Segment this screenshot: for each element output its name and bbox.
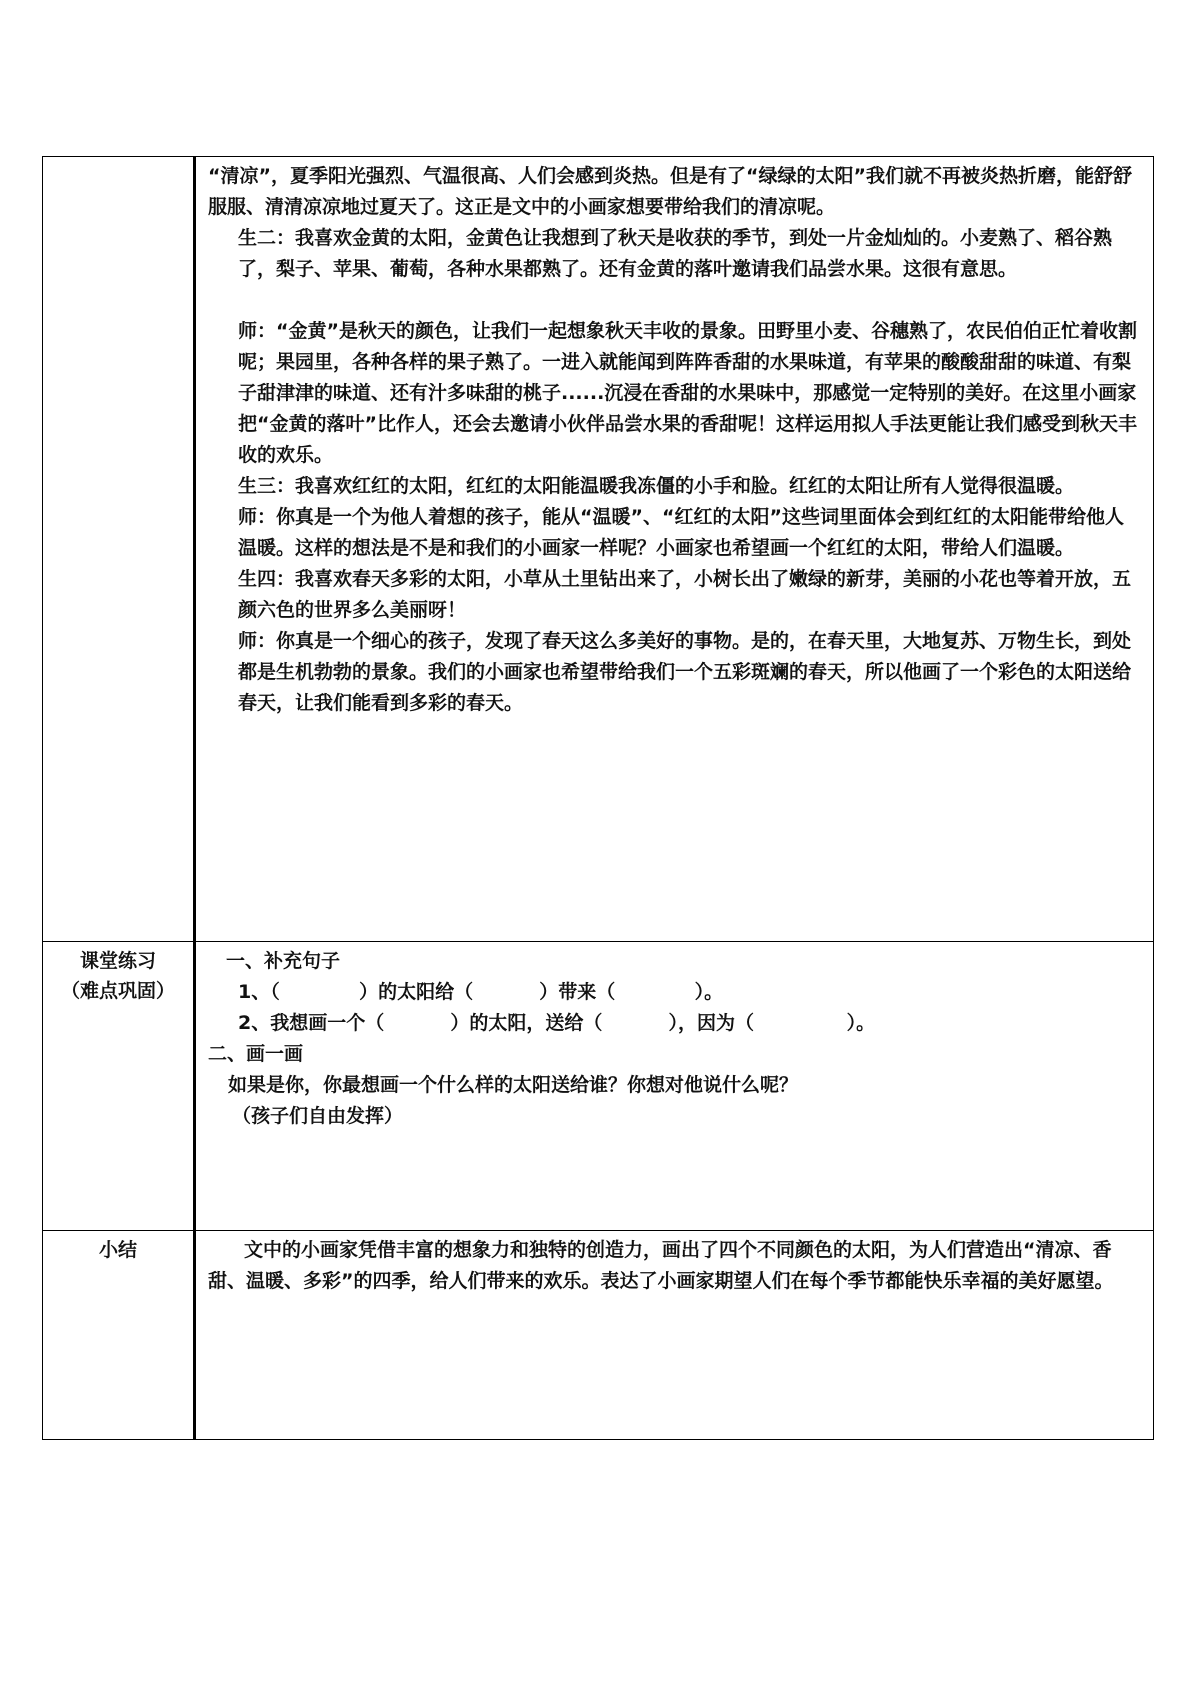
exercise-label-subtitle: （难点巩固） bbox=[60, 980, 175, 1002]
exercise-draw-note: （孩子们自由发挥） bbox=[232, 1105, 404, 1127]
summary-content-cell bbox=[195, 1231, 1154, 1440]
exercise-label-title: 课堂练习 bbox=[79, 950, 156, 972]
paragraph-teacher-spring: 师：你真是一个细心的孩子，发现了春天这么多美好的事物。是的，在春天里，大地复苏、万物生长，到处都是生机勃勃的景象。我们的小画家也希望带给我们一个五彩斑斓的春天，所以他画了一个彩色的太阳送给春天，让我们能看到多彩的春天。 bbox=[238, 630, 1132, 714]
paragraph-summer: “清凉”，夏季阳光强烈、气温很高、人们会感到炎热。但是有了“绿绿的太阳”我们就不再被炎热折磨，能舒舒服服、清清凉凉地过夏天了。这正是文中的小画家想要带给我们的清凉呢。 bbox=[208, 165, 1132, 218]
paragraph-student-three: 生三：我喜欢红红的太阳，红红的太阳能温暖我冻僵的小手和脸。红红的太阳让所有人觉得很温暖。 bbox=[238, 475, 1075, 497]
discussion-content-cell bbox=[195, 157, 1154, 942]
paragraph-teacher-warm: 师：你真是一个为他人着想的孩子，能从“温暖”、“红红的太阳”这些词里面体会到红红的太阳能带给他人温暖。这样的想法是不是和我们的小画家一样呢？小画家也希望画一个红红的太阳，带给人们温暖。 bbox=[238, 506, 1124, 559]
discussion-label-cell bbox=[43, 157, 195, 942]
summary-row bbox=[43, 1231, 1154, 1440]
lesson-plan-page bbox=[42, 156, 1154, 1428]
exercise-label-cell bbox=[43, 942, 195, 1231]
exercise-draw-question: 如果是你，你最想画一个什么样的太阳送给谁？你想对他说什么呢？ bbox=[228, 1074, 799, 1096]
exercise-item-two: 2、我想画一个（ ）的太阳，送给（ ），因为（ ）。 bbox=[238, 1012, 876, 1034]
exercise-heading-draw: 二、画一画 bbox=[208, 1043, 304, 1065]
summary-text: 文中的小画家凭借丰富的想象力和独特的创造力，画出了四个不同颜色的太阳，为人们营造出“清凉、香甜、温暖、多彩”的四季，给人们带来的欢乐。表达了小画家期望人们在每个季节都能快乐幸福的美好愿望。 bbox=[208, 1239, 1114, 1292]
exercise-content-cell bbox=[195, 942, 1154, 1231]
paragraph-teacher-autumn: 师：“金黄”是秋天的颜色，让我们一起想象秋天丰收的景象。田野里小麦、谷穗熟了，农民伯伯正忙着收割呢；果园里，各种各样的果子熟了。一进入就能闻到阵阵香甜的水果味道，有苹果的酸酸甜甜的味道、有梨子甜津津的味道、还有汁多味甜的桃子......沉浸在香甜的水果味中，那感觉一定特别的美好。在这里小画家把“金黄的落叶”比作人，还会去邀请小伙伴品尝水果的香甜呢！这样运用拟人手法更能让我们感受到秋天丰收的欢乐。 bbox=[238, 320, 1137, 466]
lesson-table bbox=[42, 156, 1154, 1440]
summary-label-cell: 小结 bbox=[43, 1231, 195, 1440]
paragraph-student-two: 生二：我喜欢金黄的太阳，金黄色让我想到了秋天是收获的季节，到处一片金灿灿的。小麦熟了、稻谷熟了，梨子、苹果、葡萄，各种水果都熟了。还有金黄的落叶邀请我们品尝水果。这很有意思。 bbox=[238, 227, 1113, 280]
paragraph-student-four: 生四：我喜欢春天多彩的太阳，小草从土里钻出来了，小树长出了嫩绿的新芽，美丽的小花也等着开放，五颜六色的世界多么美丽呀！ bbox=[238, 568, 1132, 621]
paragraph-spacer bbox=[208, 285, 1137, 316]
exercise-row bbox=[43, 942, 1154, 1231]
discussion-row bbox=[43, 157, 1154, 942]
exercise-heading-complete-sentence: 一、补充句子 bbox=[226, 950, 341, 972]
exercise-item-one: 1、（ ）的太阳给（ ）带来（ ）。 bbox=[238, 981, 724, 1003]
